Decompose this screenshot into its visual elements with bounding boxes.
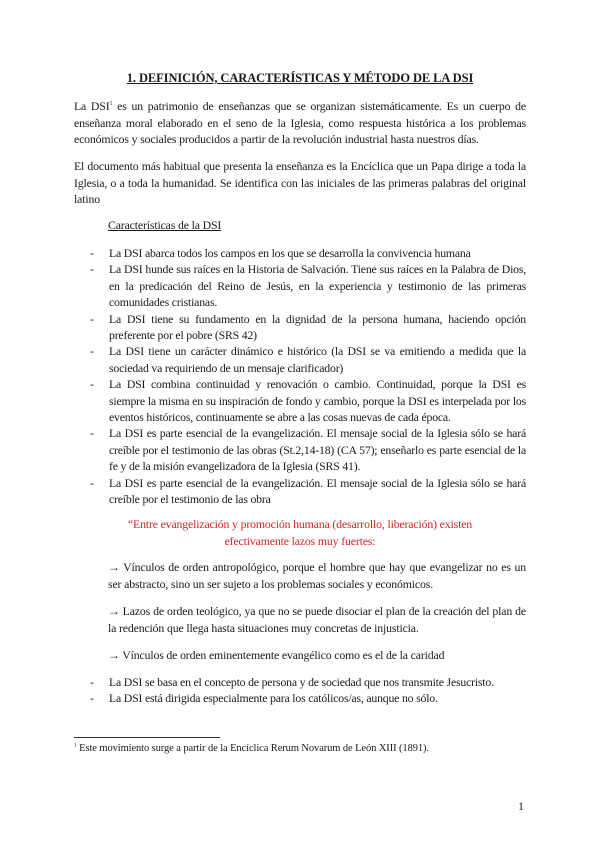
list-item: - La DSI es parte esencial de la evangelización. El mensaje social de la Iglesia sólo se hará creíble por el testimonio de las obra: [90, 475, 526, 508]
final-list: [90, 674, 526, 707]
list-item: - La DSI es parte esencial de la evangelización. El mensaje social de la Iglesia sólo se hará creíble por el testimonio de las obras (St.2,14-18) (CA 57); enseñarlo es parte esencial de la fe y de la misión evangelizadora de la Iglesia (SRS 41).: [90, 425, 526, 474]
page-number: 1: [518, 799, 524, 813]
list-item: - La DSI está dirigida especialmente para los católicos/as, aunque no sólo.: [90, 690, 526, 706]
list-item: - La DSI se basa en el concepto de persona y de sociedad que nos transmite Jesucristo.: [90, 674, 526, 690]
footnote: [74, 743, 429, 754]
theological-link: → Lazos de orden teológico, ya que no se puede disociar el plan de la creación del plan de la redención que llega hasta situaciones muy concretas de injusticia.: [108, 604, 526, 635]
intro-text: es un patrimonio de enseñanzas que se organizan sistemáticamente. Es un cuerpo de enseñanza moral elaborado en el seno de la Iglesia, como respuesta histórica a los problemas económicos y sociales producidos a partir de la revolución industrial hasta nuestros días.: [74, 99, 527, 147]
encyclical-paragraph: El documento más habitual que presenta la enseñanza es la Encíclica que un Papa dirige a toda la Iglesia, o a toda la humanidad. Se identifica con las iniciales de las primeras palabras del original latino: [74, 159, 526, 207]
footnote-marker: 1: [74, 742, 77, 749]
footnote-reference[interactable]: 1: [109, 101, 113, 108]
quote-line: “Entre evangelización y promoción humana (desarrollo, liberación) existen: [127, 517, 473, 531]
list-item: - La DSI abarca todos los campos en los que se desarrolla la convivencia humana: [90, 245, 526, 261]
list-item: - La DSI combina continuidad y renovación o cambio. Continuidad, porque la DSI es siempre la misma en su inspiración de fondo y cambio, porque la DSI es interpelada por los eventos históricos, continuamente se abre a las cosas nuevas de cada época.: [90, 376, 526, 425]
highlighted-quote: [110, 516, 490, 550]
footnote-divider: [74, 737, 220, 738]
footnote-text: Este movimiento surge a partir de la Encíclica Rerum Novarum de León XIII (1891).: [76, 743, 429, 754]
quote-line: efectivamente lazos muy fuertes:: [224, 534, 376, 548]
list-item: - La DSI tiene un carácter dinámico e histórico (la DSI se va emitiendo a medida que la sociedad va requiriendo de un mensaje clarificador): [90, 343, 526, 376]
intro-paragraph: [74, 98, 526, 148]
characteristics-heading: Características de la DSI: [108, 218, 222, 232]
intro-lead: La DSI: [74, 99, 110, 113]
characteristics-list: [90, 245, 526, 508]
list-item: - La DSI tiene su fundamento en la dignidad de la persona humana, haciendo opción preferente por el pobre (SRS 42): [90, 311, 526, 344]
list-item: - La DSI hunde sus raíces en la Historia de Salvación. Tiene sus raíces en la Palabra de Dios, en la predicación del Reino de Jesús, en la experiencia y testimonio de las primeras comunidades cristianas.: [90, 261, 526, 310]
anthropological-link: → Vínculos de orden antropológico, porque el hombre que hay que evangelizar no es un ser abstracto, sino un ser sujeto a los problemas sociales y económicos.: [108, 560, 526, 591]
page-title: 1. DEFINICIÓN, CARACTERÍSTICAS Y MÉTODO DE LA DSI: [126, 71, 474, 85]
evangelical-link: → Vínculos de orden eminentemente evangélico como es el de la caridad: [108, 648, 445, 662]
